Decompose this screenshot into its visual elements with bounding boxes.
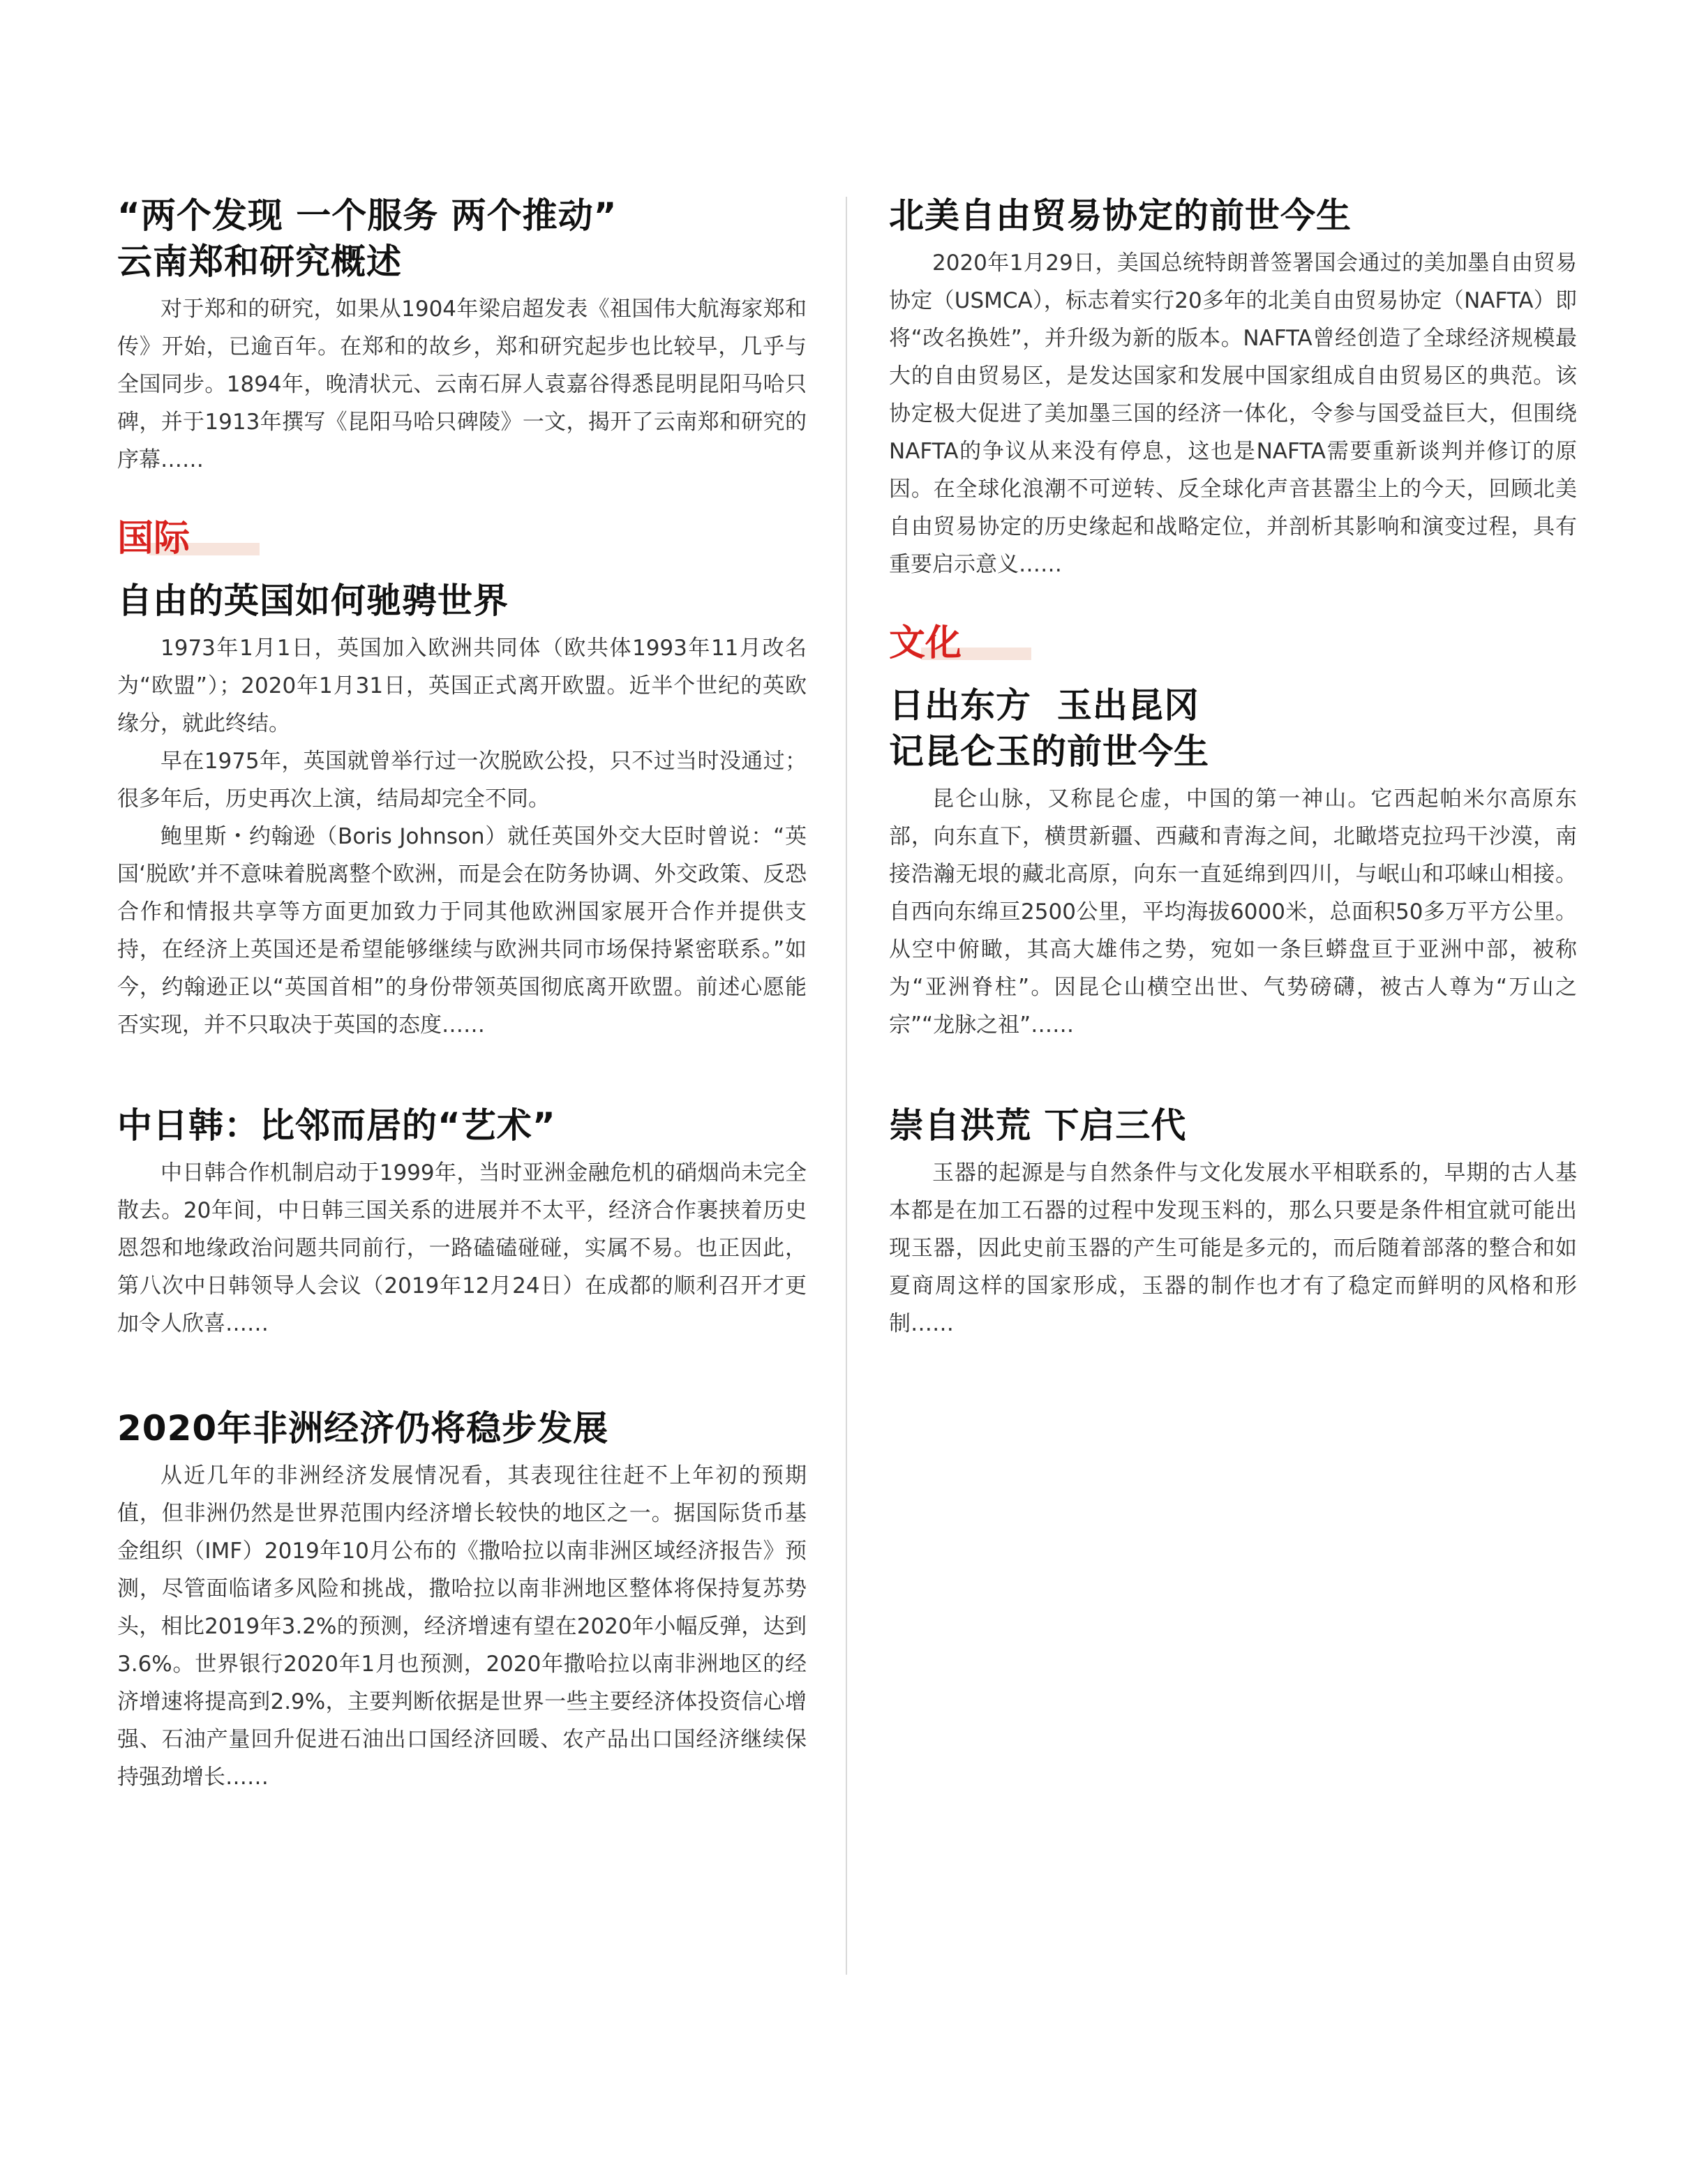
section-label: 国际 bbox=[117, 518, 190, 560]
article-title: 自由的英国如何驰骋世界 bbox=[117, 581, 509, 621]
article-title: 2020年非洲经济仍将稳步发展 bbox=[117, 1408, 609, 1449]
article-nafta bbox=[889, 193, 1577, 583]
article-title: 北美自由贸易协定的前世今生 bbox=[889, 195, 1352, 236]
article-title bbox=[889, 682, 1577, 775]
column-divider bbox=[846, 197, 847, 1975]
article-body: 中日韩合作机制启动于1999年，当时亚洲金融危机的硝烟尚未完全散去。20年间，中日韩三国关系的进展并不太平，经济合作裹挟着历史恩怨和地缘政治问题共同前行，一路磕磕碰碰，实属不易。也正因此，第八次中日韩领导人会议（2019年12月24日）在成都的顺利召开才更加令人欣喜…… bbox=[117, 1160, 807, 1336]
section-header-international bbox=[117, 507, 807, 565]
article-kunlun-jade bbox=[889, 682, 1577, 1044]
article-paragraph: 鲍里斯・约翰逊（Boris Johnson）就任英国外交大臣时曾说：“英国‘脱欧’并不意味着脱离整个欧洲，而是会在防务协调、外交政策、反恐合作和情报共享等方面更加致力于同其他欧洲国家展开合作并提供支持，在经济上英国还是希望能够继续与欧洲共同市场保持紧密联系。”如今，约翰逊正以“英国首相”的身份带领英国彻底离开欧盟。前述心愿能否实现，并不只取决于英国的态度…… bbox=[117, 824, 807, 1038]
article-title bbox=[117, 193, 807, 285]
article-title-line1: 日出东方 玉出昆冈 bbox=[889, 685, 1199, 726]
section-label: 文化 bbox=[889, 622, 962, 664]
article-body: 2020年1月29日，美国总统特朗普签署国会通过的美加墨自由贸易协定（USMCA），标志着实行20多年的北美自由贸易协定（NAFTA）即将“改名换姓”，并升级为新的版本。NAFTA曾经创造了全球经济规模最大的自由贸易区，是发达国家和发展中国家组成自由贸易区的典范。该协定极大促进了美加墨三国的经济一体化，令参与国受益巨大，但围绕NAFTA的争议从来没有停息，这也是NAFTA需要重新谈判并修订的原因。在全球化浪潮不可逆转、反全球化声音甚嚣尘上的今天，回顾北美自由贸易协定的历史缘起和战略定位，并剖析其影响和演变过程，具有重要启示意义…… bbox=[889, 250, 1577, 577]
article-body: 从近几年的非洲经济发展情况看，其表现往往赶不上年初的预期值，但非洲仍然是世界范围内经济增长较快的地区之一。据国际货币基金组织（IMF）2019年10月公布的《撒哈拉以南非洲区域经济报告》预测，尽管面临诸多风险和挑战，撒哈拉以南非洲地区整体将保持复苏势头，相比2019年3.2%的预测，经济增速有望在2020年小幅反弹，达到3.6%。世界银行2020年1月也预测，2020年撒哈拉以南非洲地区的经济增速将提高到2.9%，主要判断依据是世界一些主要经济体投资信心增强、石油产量回升促进石油出口国经济回暖、农产品出口国经济继续保持强劲增长…… bbox=[117, 1463, 807, 1790]
article-body: 对于郑和的研究，如果从1904年梁启超发表《祖国伟大航海家郑和传》开始，已逾百年。在郑和的故乡，郑和研究起步也比较早，几乎与全国同步。1894年，晚清状元、云南石屏人袁嘉谷得悉昆明昆阳马哈只碑，并于1913年撰写《昆阳马哈只碑陵》一文，揭开了云南郑和研究的序幕…… bbox=[117, 297, 807, 472]
article-body: 玉器的起源是与自然条件与文化发展水平相联系的，早期的古人基本都是在加工石器的过程中发现玉料的，那么只要是条件相宜就可能出现玉器，因此史前玉器的产生可能是多元的，而后随着部落的整合和如夏商周这样的国家形成，玉器的制作也才有了稳定而鲜明的风格和形制…… bbox=[889, 1160, 1577, 1336]
article-title: 崇自洪荒 下启三代 bbox=[889, 1105, 1187, 1146]
article-africa bbox=[117, 1405, 807, 1796]
article-zhenghe bbox=[117, 193, 807, 479]
article-title: 中日韩：比邻而居的“艺术” bbox=[117, 1105, 556, 1146]
article-body: 昆仑山脉，又称昆仑虚，中国的第一神山。它西起帕米尔高原东部，向东直下，横贯新疆、西藏和青海之间，北瞰塔克拉玛干沙漠，南接浩瀚无垠的藏北高原，向东一直延绵到四川，与岷山和邛崃山相接。自西向东绵亘2500公里，平均海拔6000米，总面积50多万平方公里。从空中俯瞰，其高大雄伟之势，宛如一条巨蟒盘亘于亚洲中部，被称为“亚洲脊柱”。因昆仑山横空出世、气势磅礴，被古人尊为“万山之宗”“龙脉之祖”…… bbox=[889, 786, 1577, 1038]
right-column bbox=[889, 193, 1577, 1342]
article-uk bbox=[117, 578, 807, 1044]
article-paragraph: 1973年1月1日，英国加入欧洲共同体（欧共体1993年11月改名为“欧盟”）；2020年1月31日，英国正式离开欧盟。近半个世纪的英欧缘分，就此终结。 bbox=[117, 636, 807, 736]
article-jade-origin bbox=[889, 1102, 1577, 1342]
article-cjk bbox=[117, 1102, 807, 1342]
section-header-culture bbox=[889, 611, 1577, 670]
article-title-line1: “两个发现 一个服务 两个推动” bbox=[117, 195, 618, 236]
left-column bbox=[117, 193, 807, 1796]
article-title-line2: 记昆仑玉的前世今生 bbox=[889, 731, 1209, 772]
article-title-line2: 云南郑和研究概述 bbox=[117, 241, 402, 282]
article-paragraph: 早在1975年，英国就曾举行过一次脱欧公投，只不过当时没通过；很多年后，历史再次上演，结局却完全不同。 bbox=[117, 749, 807, 811]
